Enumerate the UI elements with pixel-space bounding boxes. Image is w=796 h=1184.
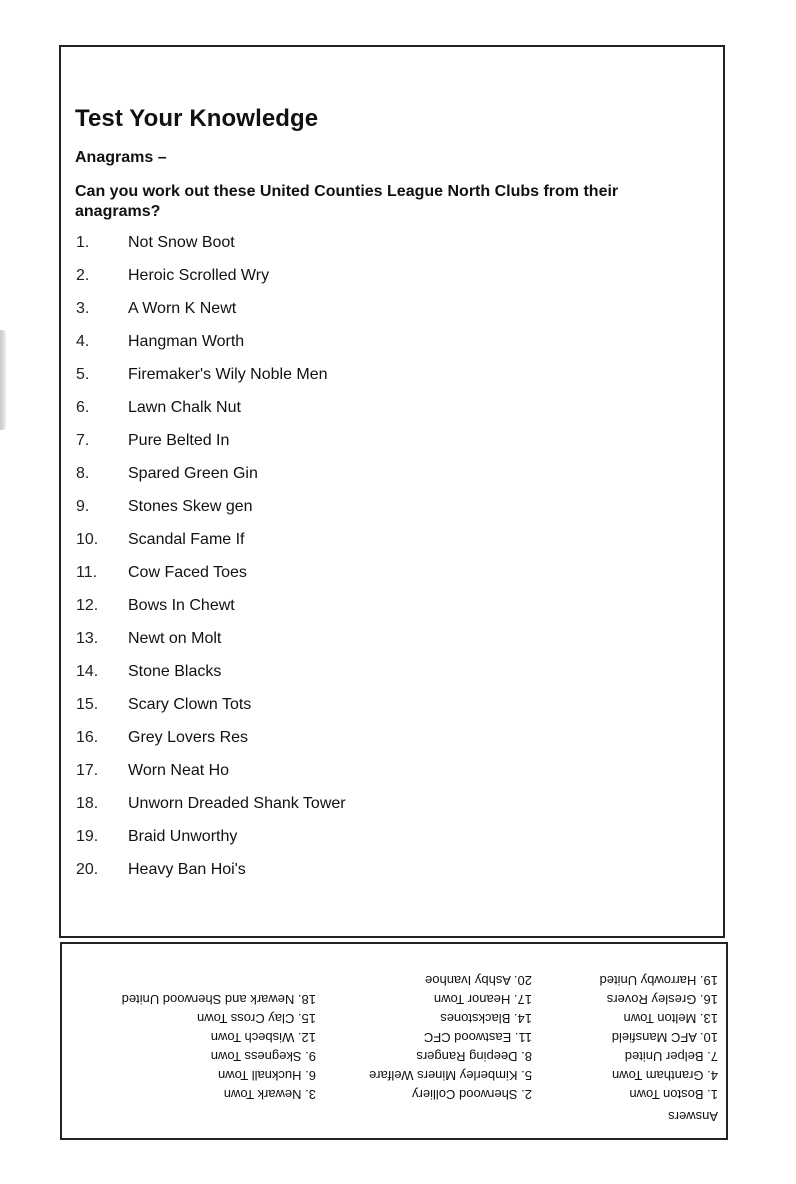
answer-item: 7. Belper United [624, 1049, 718, 1064]
anagram-number: 16. [76, 729, 99, 746]
anagram-number: 5. [76, 366, 90, 383]
answer-item: 8. Deeping Rangers [416, 1049, 532, 1064]
anagram-number: 13. [76, 630, 99, 647]
anagram-item [76, 761, 346, 794]
answer-item: 2. Sherwood Colliery [412, 1087, 532, 1102]
anagram-number: 8. [76, 465, 90, 482]
anagram-item [76, 827, 346, 860]
answer-item: 17. Heanor Town [433, 992, 532, 1007]
anagram-text: Scary Clown Tots [128, 696, 252, 713]
anagram-number: 19. [76, 828, 99, 845]
anagram-text: Scandal Fame If [128, 531, 245, 548]
anagram-item [76, 233, 346, 266]
anagram-item [76, 464, 346, 497]
anagram-item [76, 431, 346, 464]
anagram-number: 12. [76, 597, 99, 614]
answer-item: 10. AFC Mansfield [611, 1030, 718, 1045]
anagram-item [76, 596, 346, 629]
anagram-text: Not Snow Boot [128, 234, 235, 251]
anagram-text: Heroic Scrolled Wry [128, 267, 270, 284]
anagram-item [76, 629, 346, 662]
answer-item: 13. Melton Town [623, 1011, 718, 1026]
anagram-item [76, 497, 346, 530]
anagram-item [76, 365, 346, 398]
answers-heading: Answers [668, 1109, 718, 1124]
anagram-item [76, 662, 346, 695]
anagram-text: Unworn Dreaded Shank Tower [128, 795, 346, 812]
quiz-subtitle: Anagrams – [75, 149, 167, 166]
anagram-number: 6. [76, 399, 90, 416]
anagram-item [76, 728, 346, 761]
anagram-text: Heavy Ban Hoi's [128, 861, 246, 878]
anagram-number: 18. [76, 795, 99, 812]
anagram-list [76, 233, 346, 893]
anagram-number: 14. [76, 663, 99, 680]
anagram-text: Lawn Chalk Nut [128, 399, 241, 416]
anagram-number: 3. [76, 300, 90, 317]
anagram-text: Firemaker's Wily Noble Men [128, 366, 328, 383]
anagram-item [76, 299, 346, 332]
anagram-text: Hangman Worth [128, 333, 245, 350]
answers-column-2 [369, 971, 532, 1104]
anagram-number: 20. [76, 861, 99, 878]
anagram-number: 1. [76, 234, 90, 251]
quiz-question: Can you work out these United Counties League North Clubs from their anagrams? [75, 183, 619, 220]
answer-item: 19. Harrowby United [599, 973, 718, 988]
answer-item: 4. Grantham Town [612, 1068, 718, 1083]
answer-item: 15. Clay Cross Town [197, 1011, 316, 1026]
anagram-number: 9. [76, 498, 90, 515]
answer-item: 18. Newark and Sherwood United [121, 992, 316, 1007]
anagram-text: Worn Neat Ho [128, 762, 230, 779]
anagram-item [76, 266, 346, 299]
answer-item: 20. Ashby Ivanhoe [425, 973, 532, 988]
quiz-panel [59, 45, 725, 938]
answer-item: 11. Eastwood CFC [423, 1030, 532, 1045]
anagram-text: Spared Green Gin [128, 465, 258, 482]
answers-panel [60, 942, 728, 1140]
anagram-item [76, 332, 346, 365]
anagram-number: 4. [76, 333, 90, 350]
anagram-item [76, 794, 346, 827]
anagram-text: A Worn K Newt [128, 300, 237, 317]
answer-item: 1. Boston Town [629, 1087, 718, 1102]
answers-column-1 [600, 971, 719, 1104]
answer-item: 3. Newark Town [223, 1087, 316, 1102]
anagram-text: Grey Lovers Res [128, 729, 249, 746]
page-binding-edge [0, 330, 6, 430]
anagram-item [76, 563, 346, 596]
anagram-item [76, 695, 346, 728]
anagram-number: 17. [76, 762, 99, 779]
answer-item: 16. Gresley Rovers [606, 992, 718, 1007]
anagram-number: 11. [76, 564, 98, 581]
answers-column-3 [122, 990, 316, 1104]
quiz-title: Test Your Knowledge [75, 105, 319, 132]
anagram-text: Stone Blacks [128, 663, 222, 680]
anagram-item [76, 398, 346, 431]
answers-upside-down [62, 944, 726, 1138]
anagram-number: 10. [76, 531, 99, 548]
anagram-number: 15. [76, 696, 99, 713]
anagram-item [76, 530, 346, 563]
answer-item: 9. Skegness Town [210, 1049, 316, 1064]
anagram-text: Bows In Chewt [128, 597, 235, 614]
anagram-text: Pure Belted In [128, 432, 230, 449]
answer-item: 5. Kimberley Miners Welfare [368, 1068, 532, 1083]
answer-item: 6. Hucknall Town [217, 1068, 316, 1083]
answer-item: 12. Wisbech Town [210, 1030, 316, 1045]
anagram-text: Braid Unworthy [128, 828, 238, 845]
anagram-number: 7. [76, 432, 90, 449]
anagram-text: Newt on Molt [128, 630, 222, 647]
anagram-number: 2. [76, 267, 90, 284]
anagram-text: Cow Faced Toes [128, 564, 247, 581]
anagram-text: Stones Skew gen [128, 498, 253, 515]
answer-item: 14. Blackstones [440, 1011, 532, 1026]
anagram-item [76, 860, 346, 893]
